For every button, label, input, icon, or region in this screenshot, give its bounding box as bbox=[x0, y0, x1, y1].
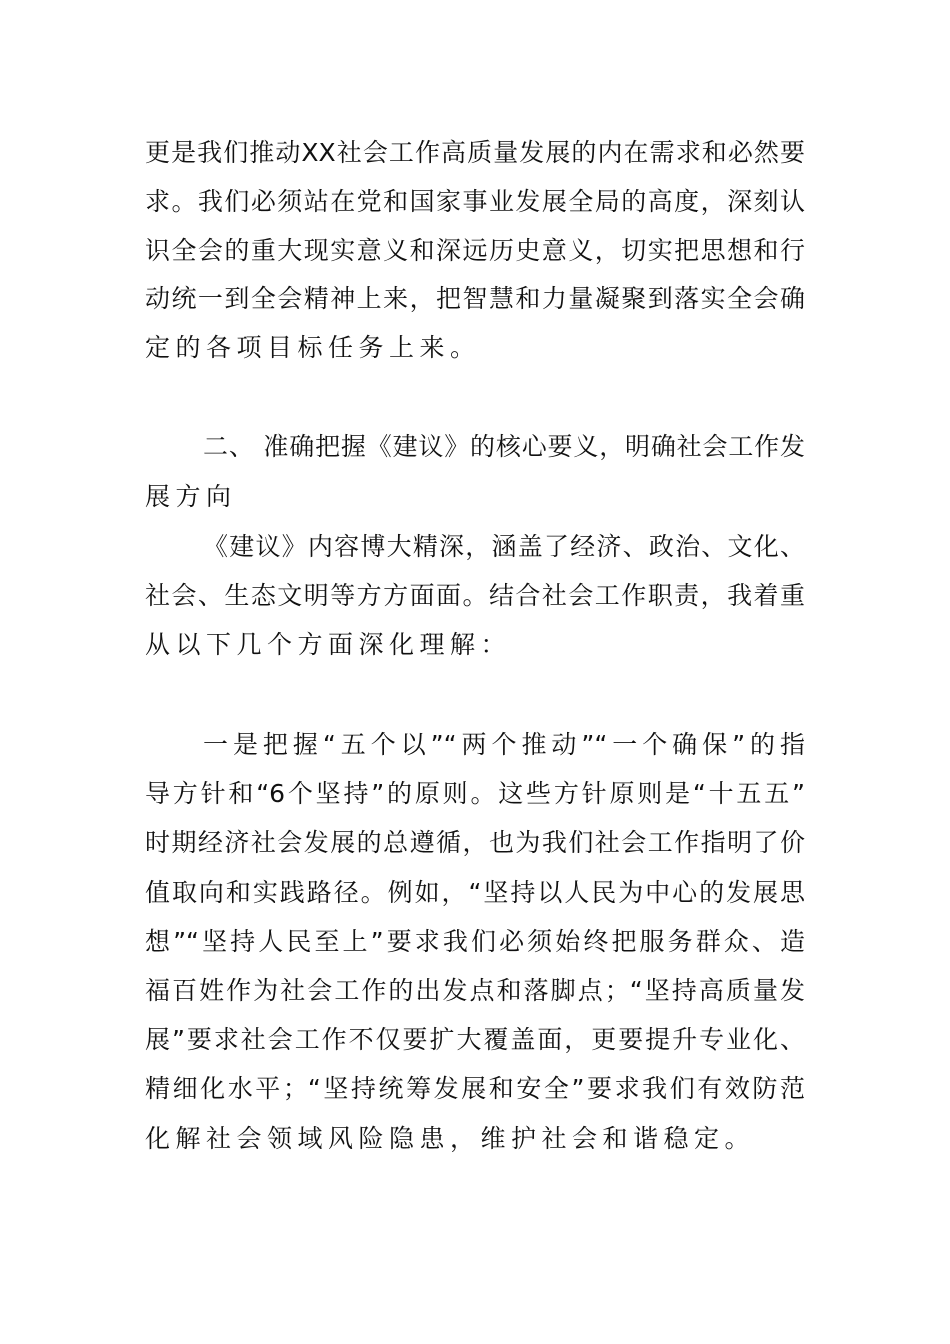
text-line: 一是把握“五个以”“两个推动”“一个确保”的指 bbox=[203, 730, 805, 759]
text-line: 定的各项目标任务上来。 bbox=[145, 333, 481, 362]
text-line: 动统一到全会精神上来，把智慧和力量凝聚到落实全会确 bbox=[145, 284, 805, 313]
heading-line: 二、 准确把握《建议》的核心要义，明确社会工作发 bbox=[203, 432, 805, 461]
text-line: 导方针和“6个坚持”的原则。这些方针原则是“十五五” bbox=[145, 779, 805, 808]
text-line: 福百姓作为社会工作的出发点和落脚点；“坚持高质量发 bbox=[145, 976, 805, 1005]
text-line: 时期经济社会发展的总遵循，也为我们社会工作指明了价 bbox=[145, 828, 805, 857]
text-line: 《建议》内容博大精深，涵盖了经济、政治、文化、 bbox=[203, 532, 805, 561]
text-line: 从以下几个方面深化理解： bbox=[145, 630, 512, 659]
text-line: 社会、生态文明等方方面面。结合社会工作职责，我着重 bbox=[145, 581, 805, 610]
text-line: 更是我们推动XX社会工作高质量发展的内在需求和必然要 bbox=[145, 138, 805, 167]
text-line: 展”要求社会工作不仅要扩大覆盖面，更要提升专业化、 bbox=[145, 1025, 805, 1054]
text-line: 想”“坚持人民至上”要求我们必须始终把服务群众、造 bbox=[145, 927, 805, 956]
text-line: 精细化水平；“坚持统筹发展和安全”要求我们有效防范 bbox=[145, 1074, 805, 1103]
text-line: 求。我们必须站在党和国家事业发展全局的高度，深刻认 bbox=[145, 187, 805, 216]
text-line: 值取向和实践路径。例如，“坚持以人民为中心的发展思 bbox=[145, 878, 805, 907]
text-line: 识全会的重大现实意义和深远历史意义，切实把思想和行 bbox=[145, 236, 805, 265]
heading-line: 展方向 bbox=[145, 482, 237, 511]
text-line: 化解社会领域风险隐患，维护社会和谐稳定。 bbox=[145, 1124, 756, 1153]
